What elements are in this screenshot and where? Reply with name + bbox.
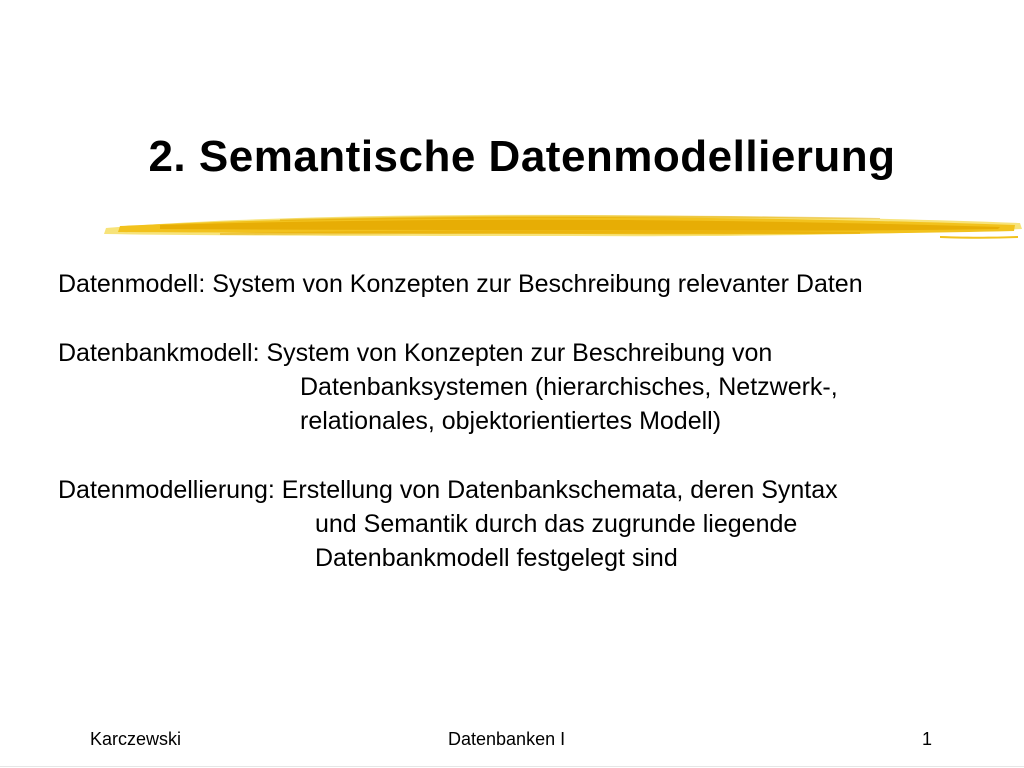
footer-page-number: 1 — [922, 729, 933, 749]
definition-continuation-line: Datenbanksystemen (hierarchisches, Netzwerk-, — [300, 373, 838, 401]
definition-datenmodell — [58, 267, 863, 301]
definition-term-line: Datenmodellierung: Erstellung von Datenbankschemata, deren Syntax — [58, 476, 838, 504]
slide-title: 2. Semantische Datenmodellierung — [148, 132, 896, 181]
definition-continuation-line: Datenbankmodell festgelegt sind — [315, 544, 678, 572]
yellow-brush-stroke-divider — [100, 206, 1024, 244]
bottom-divider — [0, 766, 1024, 767]
definition-datenmodellierung — [58, 473, 838, 575]
definition-continuation-line: und Semantik durch das zugrunde liegende — [315, 510, 798, 538]
definition-datenbankmodell — [58, 336, 838, 438]
footer-author: Karczewski — [90, 729, 182, 749]
definition-term-line: Datenbankmodell: System von Konzepten zur Beschreibung von — [58, 339, 773, 367]
footer-course-title: Datenbanken I — [448, 729, 566, 749]
definition-term-line: Datenmodell: System von Konzepten zur Beschreibung relevanter Daten — [58, 270, 863, 298]
definition-continuation-line: relationales, objektorientiertes Modell) — [300, 407, 722, 435]
